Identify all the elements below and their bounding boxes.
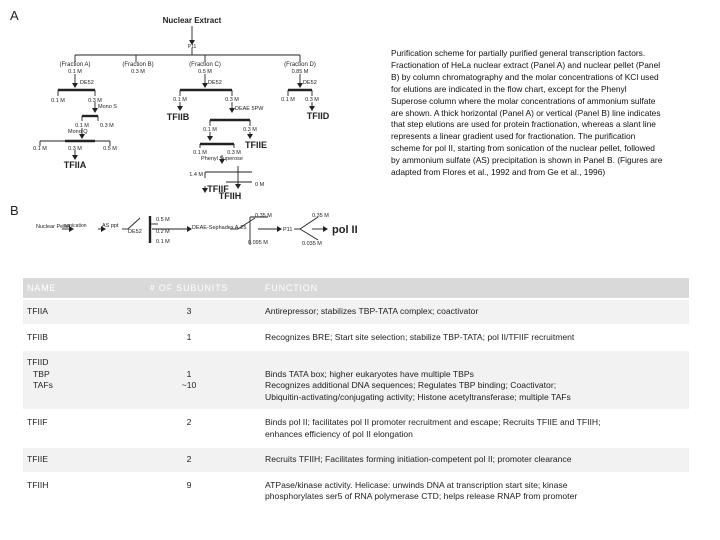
table-row — [23, 298, 689, 324]
tfiib-product: TFIIB — [166, 112, 190, 122]
table-row — [23, 472, 689, 509]
left-conc-1: 0.1 M — [51, 98, 65, 104]
left-s3-conc-2: 0.3 M — [68, 146, 82, 152]
factor-name: TFIID — [27, 357, 49, 367]
de52-right-label: DE52 — [303, 80, 317, 86]
fraction-d-label: (Fraction D) — [284, 62, 316, 68]
de52-b-conc-2: 0.2 M — [156, 229, 170, 235]
as-ppt-label: AS ppt — [102, 223, 119, 229]
factor-name: TFIIB — [27, 331, 49, 342]
de52-b-label: DE52 — [128, 229, 142, 235]
factor-name: TFIIE — [27, 454, 49, 464]
center-s3-conc-2: 0.3 M — [227, 150, 241, 156]
fraction-d-conc: 0.85 M — [291, 69, 309, 75]
header-subunits: # OF SUBUNITS — [149, 283, 229, 293]
factor-function: Antirepressor; stabilizes TBP-TATA complex; coactivator — [265, 306, 479, 316]
nuclear-pellet-label: Nuclear Pellet — [36, 224, 71, 230]
fraction-c-label: (Fraction C) — [189, 62, 221, 68]
factor-function: Recognizes BRE; Start site selection; stabilize TBP-TATA; pol II/TFIIF recruitment — [265, 331, 575, 342]
subunit-count: ~10 — [181, 380, 197, 390]
factor-subname: TAFs — [33, 380, 53, 390]
panel-a-label: A — [10, 8, 19, 23]
factor-function: ATPase/kinase activity. Helicase: unwinds DNA at transcription start site; kinase — [265, 479, 568, 490]
de52-left-label: DE52 — [80, 80, 94, 86]
caption-line: Superose column where the molar concentrations of ammonium sulfate — [391, 95, 656, 106]
left-s3-conc-1: 0.1 M — [33, 146, 47, 152]
subunit-count: 1 — [186, 368, 192, 379]
right-conc-1: 0.1 M — [281, 97, 295, 103]
fraction-c-conc: 0.5 M — [198, 69, 212, 75]
table-row — [23, 349, 689, 409]
deae-b-conc-1: 0.35 M — [255, 213, 272, 219]
caption-line: Fractionation of HeLa nuclear extract (Panel A) and nuclear pellet (Panel — [391, 59, 661, 70]
caption-line: by ammonium sulfate (AS) precipitation is shown in Panel B. (Figures are — [391, 155, 663, 166]
fraction-a-conc: 0.1 M — [68, 69, 82, 75]
center-s4-conc-1: 1.4 M — [189, 172, 203, 178]
factor-function: Recruits TFIIH; Facilitates forming initiation-competent pol II; promoter clearance — [265, 454, 572, 464]
center-s2-conc-2: 0.3 M — [243, 127, 257, 133]
subunit-count — [115, 357, 263, 369]
caption-line: scheme for pol II, starting from sonication of the nuclear pellet, followed — [391, 143, 655, 154]
deae-5pw-label: DEAE 5PW — [235, 106, 264, 112]
factor-name: TFIIF — [27, 417, 48, 427]
factor-function: enhances efficiency of pol II elongation — [265, 428, 413, 439]
center-conc-1: 0.1 M — [173, 97, 187, 103]
factor-function: phosphorylates ser5 of RNA polymerase CTD; helps release RNAP from promoter — [265, 491, 578, 501]
factor-name: TFIIA — [27, 306, 49, 316]
transcription-factors-table — [23, 278, 689, 509]
de52-center-label: DE52 — [208, 80, 222, 86]
caption-line: are shown. A thick horizontal (Panel A) or vertical (Panel B) line indicates — [391, 107, 661, 118]
p11-b-label: P11 — [283, 227, 293, 233]
header-name: NAME — [27, 283, 57, 293]
tfiia-product: TFIIA — [63, 160, 87, 170]
subunit-count: 1 — [186, 331, 192, 342]
p11-b-conc-2: 0.035 M — [302, 241, 322, 247]
subunit-count: 3 — [186, 306, 192, 316]
subunit-count: 2 — [186, 417, 192, 427]
left-conc-2: 0.3 M — [88, 98, 102, 104]
factor-function: Binds TATA box; higher eukaryotes have multiple TBPs — [265, 368, 474, 379]
tfiie-product: TFIIE — [245, 140, 267, 150]
right-conc-2: 0.3 M — [305, 97, 319, 103]
deae-b-conc-2: 0.095 M — [248, 240, 268, 246]
factor-function: Recognizes additional DNA sequences; Regulates TBP binding; Coactivator; — [265, 380, 557, 390]
p11-label: P11 — [187, 44, 197, 50]
subunit-count: 2 — [186, 454, 192, 464]
left-s2-conc-1: 0.1 M — [75, 123, 89, 129]
sonication-label: sonication — [64, 223, 87, 229]
caption-line: that step elutions are used for protein fractionation, whereas a slant line — [391, 119, 656, 130]
fraction-b-label: (Fraction B) — [122, 62, 154, 68]
purification-scheme-figure — [0, 0, 390, 268]
left-s2-conc-2: 0.3 M — [100, 123, 114, 129]
table-row — [23, 409, 689, 446]
flow-chart — [0, 0, 390, 268]
header-function: FUNCTION — [265, 283, 318, 293]
figure-caption — [391, 48, 691, 179]
de52-b-conc-3: 0.1 M — [156, 239, 170, 245]
factor-name: TFIIH — [27, 479, 49, 490]
de52-b-conc-1: 0.5 M — [156, 217, 170, 223]
center-conc-2: 0.3 M — [225, 97, 239, 103]
caption-line: represents a linear gradient used for fractionation. The purification — [391, 131, 636, 142]
pol-ii-product: pol II — [332, 224, 358, 236]
panel-b-label: B — [10, 203, 19, 218]
fraction-a-label: (Fraction A) — [59, 62, 91, 68]
factor-function: Binds pol II; facilitates pol II promoter recruitment and escape; Recruits TFIIE and TFIIH; — [265, 417, 601, 427]
mono-q-label: Mono Q — [68, 129, 88, 135]
factor-function: Ubiquitin-activating/conjugating activity; Histone acetyltransferase; multiple TAFs — [265, 391, 571, 402]
p11-b-conc-1: 0.35 M — [312, 213, 329, 219]
center-s3-conc-1: 0.1 M — [193, 150, 207, 156]
phenyl-superose-label: Phenyl Superose — [201, 156, 243, 162]
caption-line: B) by column chromatography and the molar concentrations of KCl used — [391, 71, 659, 82]
tfiid-product: TFIID — [306, 111, 330, 121]
caption-line: Purification scheme for partially purified general transcription factors. — [391, 48, 646, 58]
factor-subname: TBP — [33, 368, 50, 379]
tfiih-product: TFIIH — [218, 191, 242, 201]
caption-line: for elutions are indicated in the flow chart, except for the Phenyl — [391, 83, 627, 94]
table-row — [23, 446, 689, 472]
table-header — [23, 278, 689, 298]
deae-sephadex-label: DEAE-Sephadex A-25 — [192, 225, 247, 231]
subunit-count: 9 — [186, 479, 192, 490]
fraction-b-conc: 0.3 M — [131, 69, 145, 75]
tfiif-product: TFIIF — [207, 184, 229, 194]
factor-function — [265, 357, 689, 369]
left-s3-conc-3: 0.5 M — [103, 146, 117, 152]
center-s4-conc-2: 0 M — [255, 182, 265, 188]
nuclear-extract-label: Nuclear Extract — [162, 16, 222, 25]
center-s2-conc-1: 0.1 M — [203, 127, 217, 133]
caption-line: adapted from Flores et al., 1992 and from Ge et al., 1996) — [391, 167, 606, 178]
table-row — [23, 324, 689, 350]
mono-s-label: Mono S — [98, 104, 117, 110]
